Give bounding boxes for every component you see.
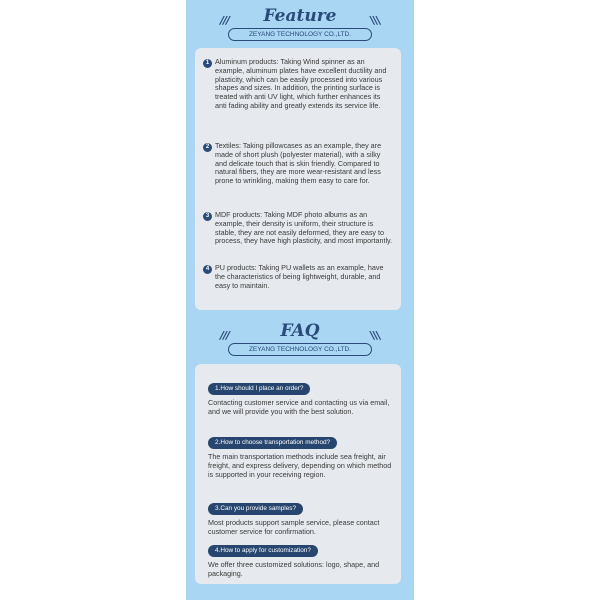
number-badge: 2	[203, 143, 212, 152]
feature-card	[195, 48, 401, 310]
slash-decoration-icon: ///	[370, 14, 380, 27]
slash-decoration-icon: ///	[370, 329, 380, 342]
faq-item	[208, 431, 394, 479]
faq-question-badge: 4.How to apply for customization?	[208, 545, 318, 557]
slash-decoration-icon: ///	[220, 329, 230, 342]
number-badge: 4	[203, 265, 212, 274]
faq-item	[208, 497, 394, 537]
feature-item	[203, 264, 393, 290]
faq-title: FAQ	[280, 321, 320, 341]
faq-answer: Most products support sample service, please contact customer service for confirmation.	[208, 518, 380, 536]
feature-item	[203, 58, 393, 111]
feature-title: Feature	[263, 6, 337, 26]
slash-decoration-icon: ///	[220, 14, 230, 27]
faq-question-badge: 2.How to choose transportation method?	[208, 437, 337, 449]
feature-text: Textiles: Taking pillowcases as an example, they are made of short plush (polyester material), with a silky and delicate touch that is skin friendly. Compared to natural fibers, they are more wear-resistant and less prone to wrinkling, making them easy to care for.	[215, 141, 382, 186]
faq-header	[186, 321, 414, 357]
number-badge: 3	[203, 212, 212, 221]
faq-question-badge: 1.How should I place an order?	[208, 383, 310, 395]
feature-item	[203, 142, 393, 186]
feature-header	[186, 6, 414, 42]
number-badge: 1	[203, 59, 212, 68]
faq-answer: The main transportation methods include sea freight, air freight, and express delivery, depending on which method is supported in your receiving region.	[208, 452, 392, 479]
faq-item	[208, 377, 394, 417]
faq-card	[195, 364, 401, 584]
feature-company-pill: ZEYANG TECHNOLOGY CO.,LTD.	[228, 28, 372, 41]
faq-answer: Contacting customer service and contacting us via email, and we will provide you with the best solution.	[208, 398, 390, 416]
feature-text: PU products: Taking PU wallets as an example, have the characteristics of being lightweight, durable, and easy to maintain.	[215, 263, 384, 290]
faq-answer: We offer three customized solutions: logo, shape, and packaging.	[208, 560, 380, 578]
feature-text: Aluminum products: Taking Wind spinner as an example, aluminum plates have excellent ductility and plasticity, which can be easily processed into various shapes and sizes. In addition, the printing surface is treated with anti UV light, which further enhances its anti fading ability and greatly extends its service life.	[215, 57, 387, 110]
faq-company-pill: ZEYANG TECHNOLOGY CO.,LTD.	[228, 343, 372, 356]
faq-question-badge: 3.Can you provide samples?	[208, 503, 303, 515]
feature-item	[203, 211, 393, 246]
feature-text: MDF products: Taking MDF photo albums as an example, their density is uniform, their structure is stable, they are not easily deformed, they are easy to process, they have high plasticity, and most importantly.	[215, 210, 393, 246]
faq-item	[208, 539, 394, 579]
